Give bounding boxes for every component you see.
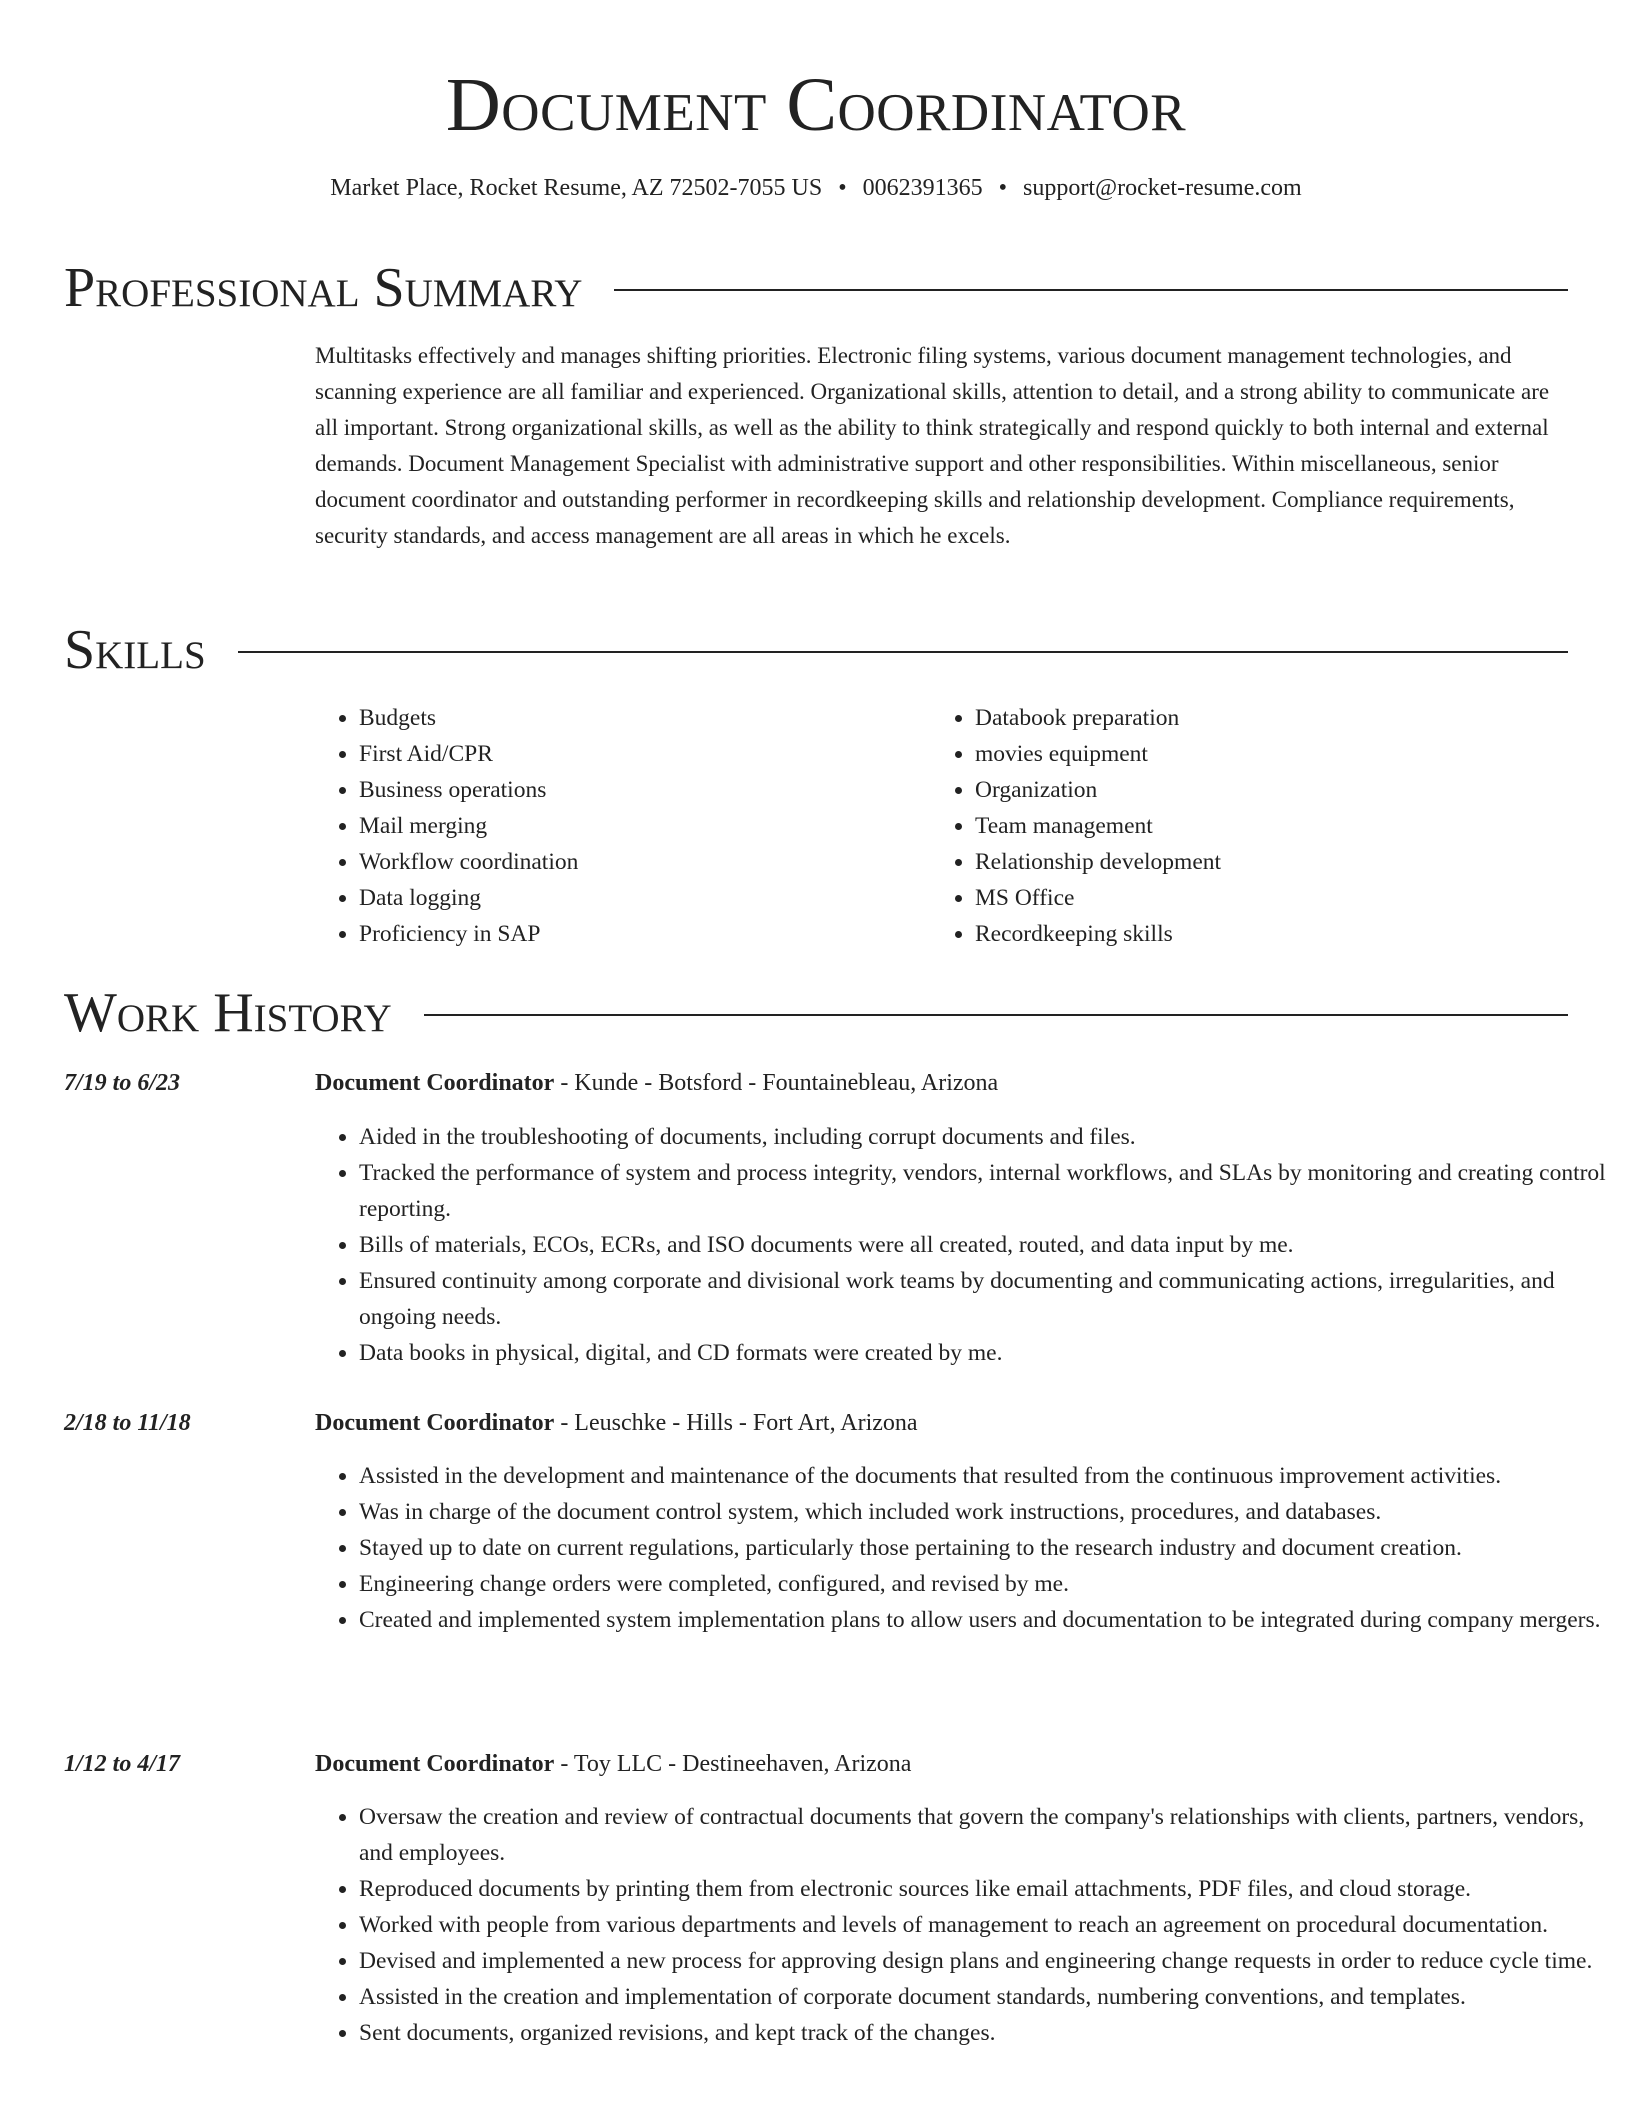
job-dates: 2/18 to 11/18	[64, 1410, 191, 1436]
job-bullet: • Devised and implemented a new process for approving design plans and engineering change requests in order to reduce cycle time.	[359, 1943, 1612, 1979]
job-bullet: • Was in charge of the document control system, which included work instructions, procedures, and databases.	[359, 1494, 1612, 1530]
job-heading	[315, 1405, 1568, 1441]
section-title: Skills	[64, 619, 206, 681]
job-title: Document Coordinator	[315, 1070, 555, 1096]
job-bullets	[315, 1119, 1612, 1371]
job-bullets	[315, 1799, 1612, 2051]
skill-item: • Recordkeeping skills	[975, 916, 1535, 952]
job-dates: 1/12 to 4/17	[64, 1751, 181, 1777]
skill-item: • Proficiency in SAP	[359, 916, 919, 952]
skill-item: • Team management	[975, 808, 1535, 844]
job-dates: 7/19 to 6/23	[64, 1070, 181, 1096]
skill-item: • Business operations	[359, 772, 919, 808]
separator: •	[838, 175, 847, 201]
skills-section-header	[64, 615, 1568, 685]
job-bullet: • Created and implemented system implementation plans to allow users and documentation to be integrated during company mergers.	[359, 1602, 1612, 1638]
job-employer: - Leuschke - Hills - Fort Art, Arizona	[554, 1410, 918, 1436]
section-title: Professional Summary	[64, 257, 583, 319]
job-title: Document Coordinator	[315, 1751, 555, 1777]
skill-item: • Data logging	[359, 880, 919, 916]
skill-item: • movies equipment	[975, 736, 1535, 772]
job-bullet: • Reproduced documents by printing them from electronic sources like email attachments, PDF files, and cloud storage.	[359, 1871, 1612, 1907]
skill-item: • Mail merging	[359, 808, 919, 844]
email-link[interactable]: support@rocket-resume.com	[1023, 175, 1302, 201]
candidate-name: Document Coordinator	[445, 63, 1187, 147]
address: Market Place, Rocket Resume, AZ 72502-7055 US	[330, 175, 823, 201]
job-bullet: • Assisted in the development and maintenance of the documents that resulted from the continuous improvement activities.	[359, 1458, 1612, 1494]
job-title: Document Coordinator	[315, 1410, 555, 1436]
phone: 0062391365	[862, 175, 983, 201]
job-heading	[315, 1065, 1568, 1101]
summary-text: Multitasks effectively and manages shifting priorities. Electronic filing systems, various document management technologies, and scanning experience are all familiar and experienced. Organizational skills, attention to detail, and a strong ability to communicate are all important. Strong organizational skills, as well as the ability to think strategically and respond quickly to both internal and external demands. Document Management Specialist with administrative support and other responsibilities. Within miscellaneous, senior document coordinator and outstanding performer in recordkeeping skills and relationship development. Compliance requirements, security standards, and access management are all areas in which he excels.	[315, 343, 1550, 548]
job-bullet: • Bills of materials, ECOs, ECRs, and ISO documents were all created, routed, and data input by me.	[359, 1227, 1612, 1263]
skill-item: • Databook preparation	[975, 700, 1535, 736]
job-heading	[315, 1746, 1568, 1782]
job-bullet: • Engineering change orders were completed, configured, and revised by me.	[359, 1566, 1612, 1602]
skill-item: • Organization	[975, 772, 1535, 808]
skill-item: • MS Office	[975, 880, 1535, 916]
separator: •	[998, 175, 1008, 201]
skills-list-left	[315, 700, 919, 952]
section-title: Work History	[64, 982, 392, 1044]
job-bullet: • Data books in physical, digital, and CD formats were created by me.	[359, 1335, 1612, 1371]
job-bullet: • Ensured continuity among corporate and divisional work teams by documenting and communicating actions, irregularities, and ongoing needs.	[359, 1263, 1612, 1335]
job-bullets	[315, 1458, 1612, 1638]
job-employer: - Kunde - Botsford - Fountainebleau, Arizona	[554, 1070, 999, 1096]
section-divider	[424, 1014, 1568, 1016]
section-divider	[614, 289, 1568, 291]
skill-item: • Relationship development	[975, 844, 1535, 880]
job-bullet: • Stayed up to date on current regulations, particularly those pertaining to the research industry and document creation.	[359, 1530, 1612, 1566]
work-history-section-header	[64, 978, 1568, 1048]
job-bullet: • Oversaw the creation and review of contractual documents that govern the company's relationships with clients, partners, vendors, and employees.	[359, 1799, 1612, 1871]
job-employer: - Toy LLC - Destineehaven, Arizona	[554, 1751, 912, 1777]
skill-item: • Workflow coordination	[359, 844, 919, 880]
job-bullet: • Tracked the performance of system and process integrity, vendors, internal workflows, and SLAs by monitoring and creating control reporting.	[359, 1155, 1612, 1227]
job-bullet: • Worked with people from various departments and levels of management to reach an agreement on procedural documentation.	[359, 1907, 1612, 1943]
job-bullet: • Aided in the troubleshooting of documents, including corrupt documents and files.	[359, 1119, 1612, 1155]
skills-list-right	[931, 700, 1535, 952]
job-bullet: • Sent documents, organized revisions, and kept track of the changes.	[359, 2015, 1612, 2051]
skill-item: • Budgets	[359, 700, 919, 736]
summary-section-header	[64, 253, 1568, 323]
job-bullet: • Assisted in the creation and implementation of corporate document standards, numbering conventions, and templates.	[359, 1979, 1612, 2015]
skill-item: • First Aid/CPR	[359, 736, 919, 772]
section-divider	[238, 651, 1568, 653]
contact-line	[0, 172, 1632, 204]
